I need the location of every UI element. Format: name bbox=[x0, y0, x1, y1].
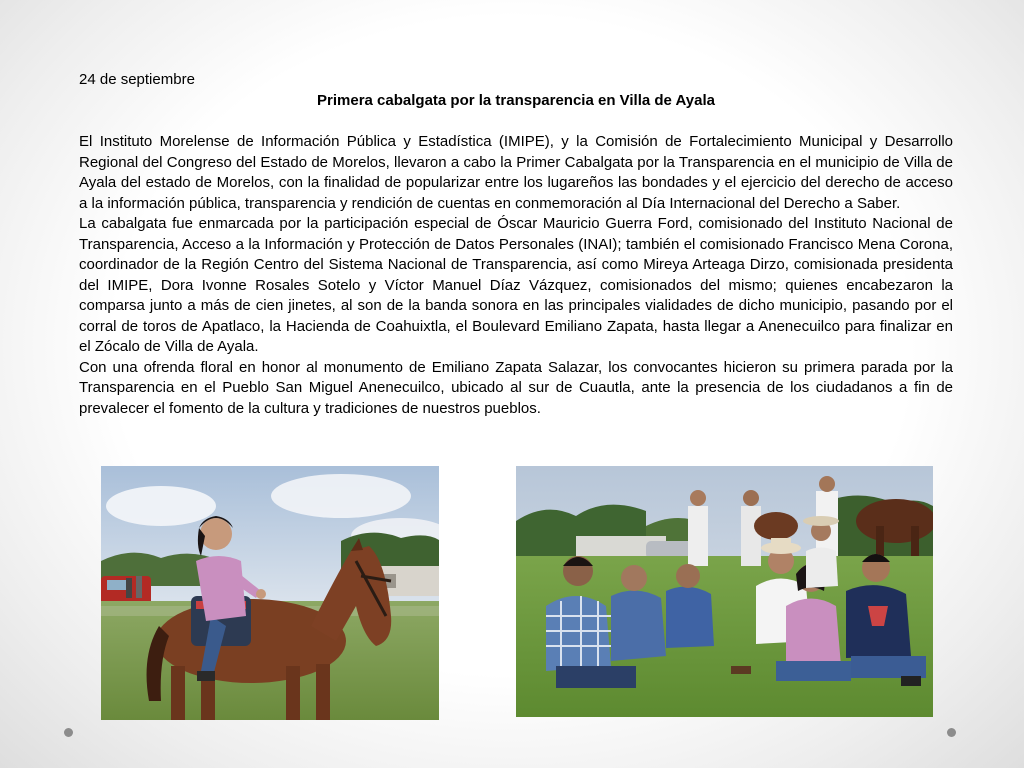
slide-nav-dot-left bbox=[64, 728, 73, 737]
slide-title: Primera cabalgata por la transparencia en Villa de Ayala bbox=[317, 92, 715, 109]
paragraph-3: Con una ofrenda floral en honor al monumento de Emiliano Zapata Salazar, los convocantes hicieron su primera parada por la Transparencia en el Pueblo San Miguel Anenecuilco, ubicado al sur de Cuautla, ante la presencia de los ciudadanos a fin de prevalecer el fomento de la cultura y tradiciones de nuestros pueblos. bbox=[79, 358, 953, 417]
paragraph-1: El Instituto Morelense de Información Pública y Estadística (IMIPE), y la Comisión de Fortalecimiento Municipal y Desarrollo Regional del Congreso del Estado de Morelos, llevaron a cabo la Primer Cabalgata por la Transparencia en el municipio de Villa de Ayala del estado de Morelos, con la finalidad de popularizar entre los lugareños las bondades y el ejercicio del derecho de acceso a la información pública, transparencia y rendición de cuentas en conmemoración al Día Internacional del Derecho a Saber. bbox=[79, 133, 953, 212]
slide-nav-dot-right bbox=[947, 728, 956, 737]
photo-group-on-grass bbox=[516, 466, 933, 717]
date-label: 24 de septiembre bbox=[79, 71, 195, 88]
photo-rider-on-horse bbox=[101, 466, 439, 720]
article-body bbox=[79, 132, 953, 419]
paragraph-2: La cabalgata fue enmarcada por la participación especial de Óscar Mauricio Guerra Ford, comisionado del Instituto Nacional de Transparencia, Acceso a la Información y Protección de Datos Personales (INAI); también el comisionado Francisco Mena Corona, coordinador de la Región Centro del Sistema Nacional de Transparencia, así como Mireya Arteaga Dirzo, comisionada presidenta del IMIPE, Dora Ivonne Rosales Sotelo y Víctor Manuel Díaz Vázquez, comisionados del mismo; quienes encabezaron la comparsa junto a más de cien jinetes, al son de la banda sonora en las principales vialidades de dicho municipio, pasando por el corral de toros de Apatlaco, la Hacienda de Coahuixtla, el Boulevard Emiliano Zapata, hasta llegar a Anenecuilco para finalizar en el Zócalo de Villa de Ayala. bbox=[79, 215, 953, 355]
